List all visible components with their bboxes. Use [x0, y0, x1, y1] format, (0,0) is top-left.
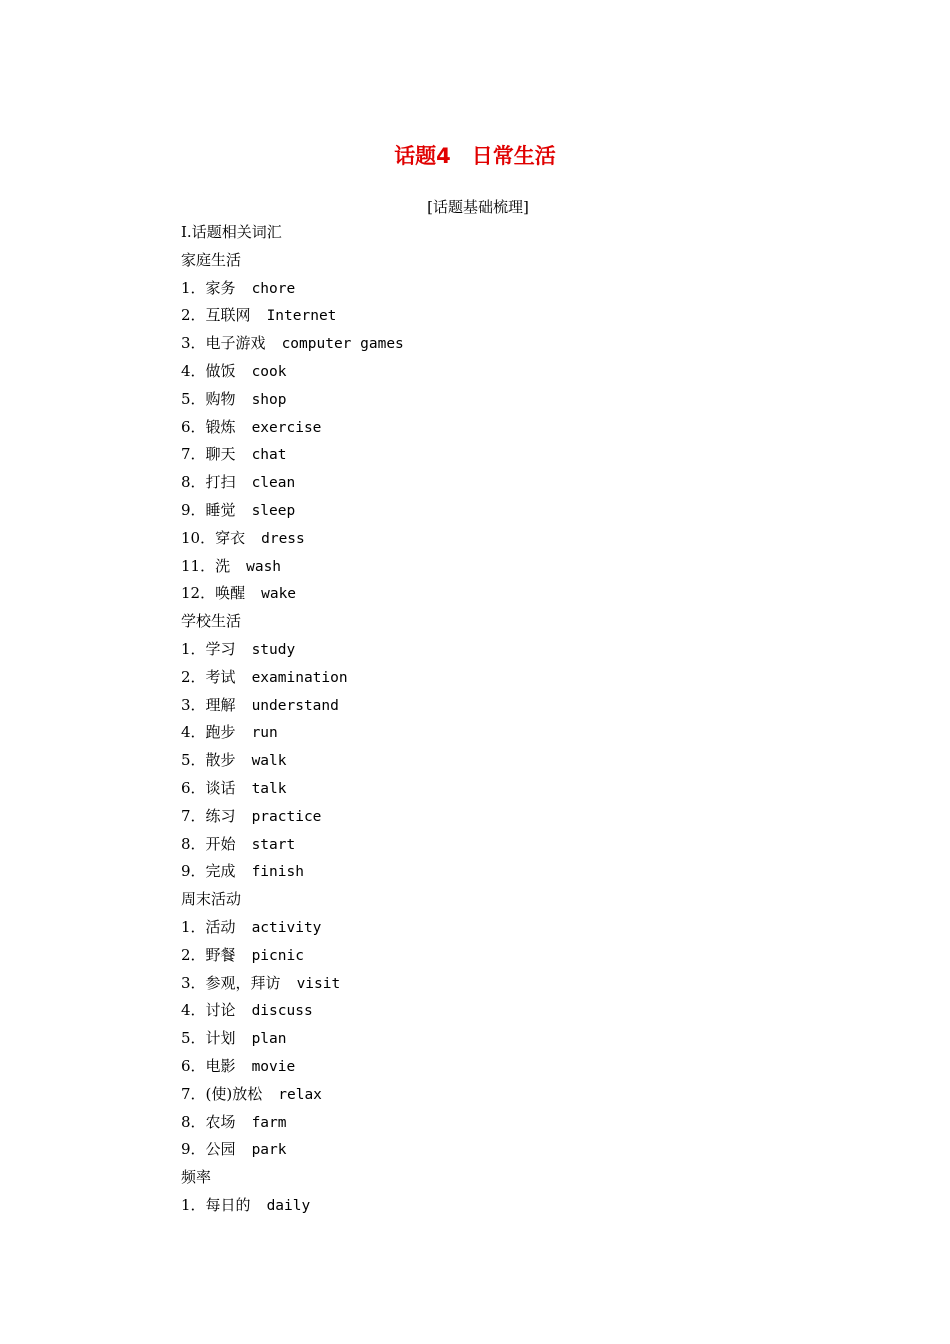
vocab-english: discuss [251, 1003, 313, 1020]
vocab-english: shop [251, 391, 287, 408]
vocab-chinese: 洗 [215, 556, 231, 575]
vocab-chinese: 锻炼 [205, 417, 236, 436]
vocab-item [181, 1192, 881, 1220]
vocab-english: clean [251, 475, 296, 492]
vocab-chinese: 完成 [205, 862, 236, 881]
vocab-item [181, 1081, 881, 1109]
subheading-text: [话题基础梳理] [427, 198, 529, 216]
vocab-number: 3． [181, 695, 206, 714]
vocab-item [181, 441, 881, 469]
vocab-english: activity [251, 919, 322, 936]
vocab-item [181, 858, 881, 886]
vocab-number: 1． [181, 278, 206, 297]
vocab-number: 7． [181, 1084, 206, 1103]
vocab-chinese: 电影 [205, 1056, 236, 1075]
vocab-chinese: 讨论 [205, 1001, 236, 1020]
vocab-english: exercise [251, 419, 322, 436]
vocab-item [181, 553, 881, 581]
vocab-english: wake [261, 586, 297, 603]
vocab-number: 3． [181, 334, 206, 353]
vocab-item [181, 302, 881, 330]
vocab-english: park [251, 1142, 287, 1159]
vocab-chinese: 计划 [205, 1029, 236, 1048]
vocab-item [181, 664, 881, 692]
vocab-number: 1． [181, 639, 206, 658]
vocab-english: computer games [281, 336, 404, 353]
vocab-chinese: 家务 [205, 278, 236, 297]
vocab-number: 6． [181, 417, 206, 436]
vocab-english: talk [251, 780, 287, 797]
vocab-item [181, 330, 881, 358]
vocab-english: cook [251, 363, 287, 380]
vocab-item [181, 997, 881, 1025]
vocab-english: visit [296, 975, 341, 992]
vocab-number: 4． [181, 723, 206, 742]
group-heading: 频率 [181, 1168, 212, 1187]
vocab-chinese: 打扫 [205, 473, 236, 492]
page-title: 话题4 日常生活 [394, 144, 556, 168]
vocab-english: wash [246, 558, 282, 575]
vocab-item [181, 914, 881, 942]
vocab-chinese: 野餐 [205, 945, 236, 964]
vocab-item [181, 970, 881, 998]
vocab-english: examination [251, 669, 348, 686]
vocab-english: run [251, 725, 278, 742]
vocab-chinese: 每日的 [205, 1195, 251, 1214]
vocab-item [181, 692, 881, 720]
vocab-item [181, 525, 881, 553]
vocab-chinese: 考试 [205, 667, 236, 686]
vocab-chinese: 穿衣 [215, 528, 246, 547]
vocab-number: 7． [181, 445, 206, 464]
vocab-number: 4． [181, 361, 206, 380]
vocab-item [181, 942, 881, 970]
vocab-chinese: (使)放松 [205, 1084, 263, 1103]
vocab-number: 6． [181, 1056, 206, 1075]
vocab-chinese: 农场 [205, 1112, 236, 1131]
vocab-number: 2． [181, 945, 206, 964]
vocab-english: farm [251, 1114, 287, 1131]
vocab-number: 1． [181, 1195, 206, 1214]
vocab-number: 2． [181, 306, 206, 325]
vocab-chinese: 聊天 [205, 445, 236, 464]
vocab-english: daily [266, 1197, 311, 1214]
vocab-chinese: 电子游戏 [205, 334, 266, 353]
vocab-number: 9． [181, 500, 206, 519]
vocab-chinese: 参观，拜访 [205, 973, 281, 992]
group-heading: 家庭生活 [181, 250, 242, 269]
vocab-number: 5． [181, 389, 206, 408]
vocab-item [181, 1136, 881, 1164]
vocab-number: 7． [181, 806, 206, 825]
vocab-english: dress [261, 530, 305, 547]
vocab-number: 4． [181, 1001, 206, 1020]
vocab-item [181, 803, 881, 831]
vocab-item [181, 636, 881, 664]
vocab-english: chat [251, 447, 287, 464]
vocab-chinese: 活动 [205, 917, 236, 936]
vocab-english: practice [251, 808, 322, 825]
vocab-number: 5． [181, 1029, 206, 1048]
vocab-item [181, 719, 881, 747]
vocab-item [181, 831, 881, 859]
vocab-chinese: 睡觉 [205, 500, 236, 519]
vocab-number: 2． [181, 667, 206, 686]
vocab-item [181, 1109, 881, 1137]
vocab-item [181, 414, 881, 442]
vocab-chinese: 学习 [205, 639, 236, 658]
group-heading: 学校生活 [181, 612, 242, 631]
vocab-english: plan [251, 1031, 287, 1048]
vocab-item [181, 358, 881, 386]
vocab-chinese: 理解 [205, 695, 236, 714]
group-heading: 周末活动 [181, 890, 242, 909]
vocab-item [181, 580, 881, 608]
vocabulary-groups [181, 247, 881, 1220]
vocab-number: 12． [181, 584, 216, 603]
vocab-item [181, 275, 881, 303]
vocab-chinese: 跑步 [205, 723, 236, 742]
vocab-chinese: 购物 [205, 389, 236, 408]
vocabulary-content [181, 219, 881, 1220]
vocab-number: 9． [181, 1140, 206, 1159]
vocab-english: movie [251, 1058, 296, 1075]
vocab-number: 10． [181, 528, 216, 547]
vocab-number: 5． [181, 751, 206, 770]
vocab-item [181, 775, 881, 803]
vocab-item [181, 747, 881, 775]
vocab-english: study [251, 641, 296, 658]
vocab-english: finish [251, 864, 304, 881]
section-heading: Ⅰ.话题相关词汇 [181, 223, 282, 241]
vocab-english: start [251, 836, 296, 853]
vocab-number: 1． [181, 917, 206, 936]
vocab-number: 8． [181, 1112, 206, 1131]
vocab-number: 8． [181, 834, 206, 853]
vocab-english: sleep [251, 502, 296, 519]
vocab-item [181, 469, 881, 497]
vocab-number: 3． [181, 973, 206, 992]
vocab-number: 11． [181, 556, 216, 575]
vocab-english: walk [251, 753, 287, 770]
vocab-chinese: 做饭 [205, 361, 236, 380]
vocab-item [181, 1053, 881, 1081]
vocab-number: 8． [181, 473, 206, 492]
vocab-number: 9． [181, 862, 206, 881]
vocab-chinese: 互联网 [205, 306, 251, 325]
vocab-english: picnic [251, 947, 304, 964]
vocab-english: Internet [266, 308, 337, 325]
vocab-english: understand [251, 697, 339, 714]
vocab-number: 6． [181, 778, 206, 797]
vocab-english: relax [278, 1086, 322, 1103]
vocab-chinese: 散步 [205, 751, 236, 770]
vocab-chinese: 公园 [205, 1140, 236, 1159]
vocab-chinese: 唤醒 [215, 584, 246, 603]
vocab-chinese: 谈话 [205, 778, 236, 797]
vocab-english: chore [251, 280, 296, 297]
vocab-item [181, 1025, 881, 1053]
vocab-item [181, 386, 881, 414]
section-subheading [0, 195, 950, 219]
vocab-chinese: 开始 [205, 834, 236, 853]
vocab-chinese: 练习 [205, 806, 236, 825]
vocab-item [181, 497, 881, 525]
